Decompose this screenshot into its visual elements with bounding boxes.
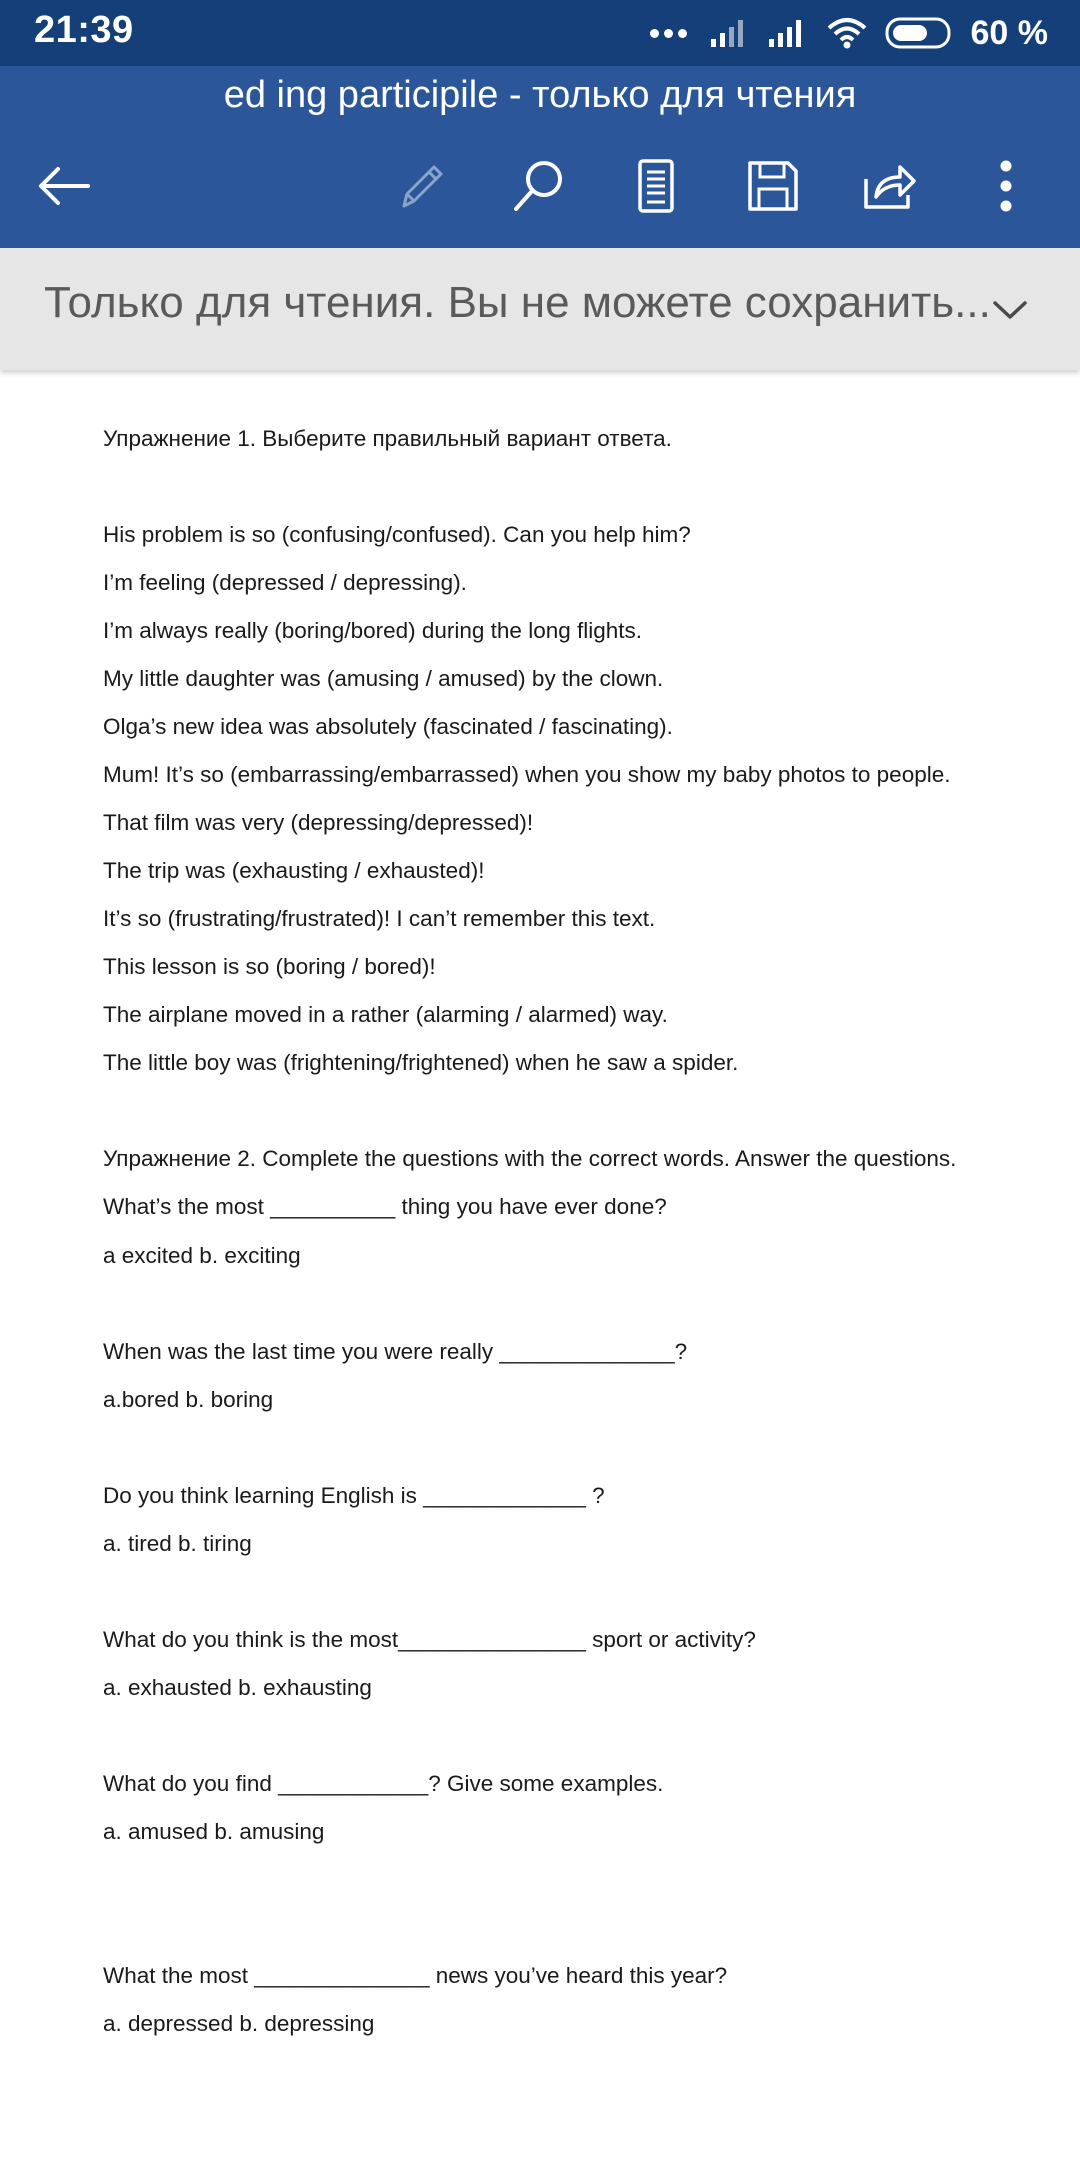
exercise-2-question: What do you think is the most_______________ sport or activity? bbox=[103, 1627, 756, 1652]
battery-percent: 60 % bbox=[970, 13, 1048, 52]
exercise-1-item: Mum! It’s so (embarrassing/embarrassed) when you show my baby photos to people. bbox=[103, 762, 951, 787]
exercise-2-options: a. depressed b. depressing bbox=[103, 2011, 375, 2036]
exercise-1-item: I’m feeling (depressed / depressing). bbox=[103, 570, 467, 595]
signal-weak-icon bbox=[709, 17, 751, 49]
exercise-2-question: What do you find ____________? Give some examples. bbox=[103, 1771, 664, 1796]
exercise-2-title: Упражнение 2. Complete the questions with the correct words. Answer the questions. bbox=[103, 1146, 957, 1171]
status-bar bbox=[0, 0, 1080, 66]
status-time: 21:39 bbox=[34, 9, 134, 51]
reading-view-button[interactable] bbox=[620, 150, 692, 222]
share-button[interactable] bbox=[854, 150, 926, 222]
document-title: ed ing participile - только для чтения bbox=[223, 74, 857, 116]
exercise-2-question: When was the last time you were really ______________? bbox=[103, 1339, 688, 1364]
reading-view-icon bbox=[636, 158, 676, 214]
more-options-button[interactable] bbox=[970, 150, 1042, 222]
exercise-1-item: It’s so (frustrating/frustrated)! I can’t remember this text. bbox=[103, 906, 656, 931]
read-only-message: Только для чтения. Вы не можете сохранить... bbox=[44, 278, 991, 327]
app-bar bbox=[0, 66, 1080, 248]
exercise-2-options: a. exhausted b. exhausting bbox=[103, 1675, 372, 1700]
edit-button[interactable] bbox=[386, 150, 458, 222]
battery-icon bbox=[885, 16, 955, 50]
exercise-1-item: The little boy was (frightening/frightened) when he saw a spider. bbox=[103, 1050, 739, 1075]
exercise-1-item: Olga’s new idea was absolutely (fascinated / fascinating). bbox=[103, 714, 673, 739]
exercise-1-item: My little daughter was (amusing / amused) by the clown. bbox=[103, 666, 664, 691]
exercise-1-item: I’m always really (boring/bored) during the long flights. bbox=[103, 618, 643, 643]
save-icon bbox=[746, 159, 800, 213]
exercise-2-options: a.bored b. boring bbox=[103, 1387, 274, 1412]
exercise-1-item: This lesson is so (boring / bored)! bbox=[103, 954, 436, 979]
signal-icon bbox=[767, 17, 809, 49]
exercise-1-item: That film was very (depressing/depressed)! bbox=[103, 810, 534, 835]
read-only-banner[interactable] bbox=[0, 248, 1080, 370]
exercise-2-question: What’s the most __________ thing you have ever done? bbox=[103, 1194, 667, 1219]
exercise-1-item: His problem is so (confusing/confused). Can you help him? bbox=[103, 522, 691, 547]
search-button[interactable] bbox=[503, 150, 575, 222]
search-icon bbox=[510, 157, 568, 215]
exercise-2-question: Do you think learning English is _____________ ? bbox=[103, 1483, 605, 1508]
exercise-2-options: a. tired b. tiring bbox=[103, 1531, 252, 1556]
share-icon bbox=[862, 161, 918, 211]
save-button[interactable] bbox=[737, 150, 809, 222]
exercise-2-options: a. amused b. amusing bbox=[103, 1819, 325, 1844]
banner-expand-button[interactable] bbox=[980, 280, 1040, 340]
exercise-1-item: The trip was (exhausting / exhausted)! bbox=[103, 858, 485, 883]
more-options-icon bbox=[998, 160, 1014, 212]
exercise-2-question: What the most ______________ news you’ve heard this year? bbox=[103, 1963, 728, 1988]
chevron-down-icon bbox=[993, 300, 1027, 320]
back-button[interactable] bbox=[28, 150, 100, 222]
exercise-2-options: a excited b. exciting bbox=[103, 1243, 301, 1268]
back-arrow-icon bbox=[36, 164, 92, 208]
exercise-1-item: The airplane moved in a rather (alarming / alarmed) way. bbox=[103, 1002, 668, 1027]
more-dots-icon bbox=[650, 29, 687, 38]
wifi-icon bbox=[825, 16, 869, 50]
exercise-1-title: Упражнение 1. Выберите правильный вариант ответа. bbox=[103, 426, 672, 451]
edit-pencil-icon bbox=[394, 158, 450, 214]
status-icons bbox=[650, 10, 1049, 56]
